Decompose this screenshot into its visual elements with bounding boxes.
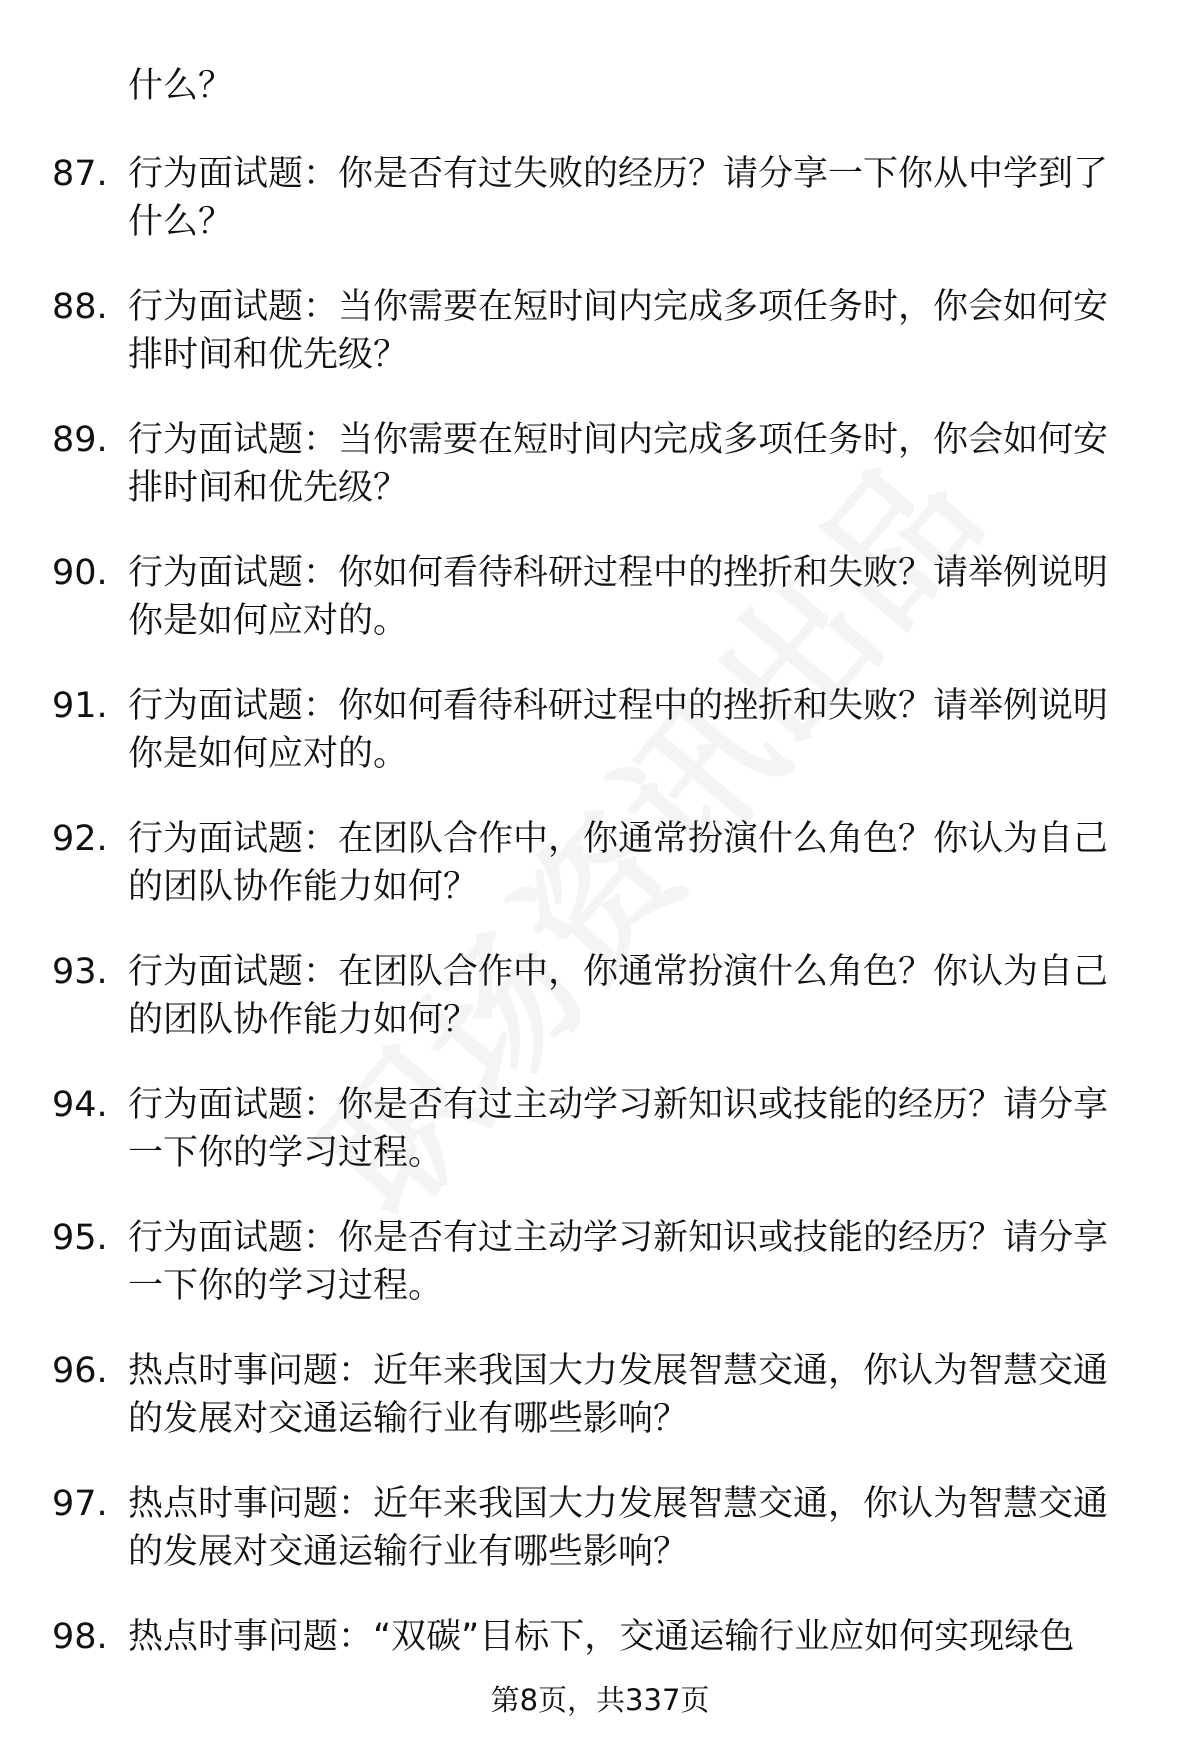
question-number: 92. (52, 819, 108, 859)
question-item (0, 549, 1200, 682)
question-item (0, 416, 1200, 549)
question-text: 行为面试题：在团队合作中，你通常扮演什么角色？你认为自己的团队协作能力如何？ (128, 952, 1109, 1040)
question-item (0, 1480, 1200, 1613)
question-item (0, 948, 1200, 1081)
page-footer: 第8页，共337页 (490, 1683, 710, 1717)
question-number: 96. (52, 1351, 108, 1391)
question-text: 行为面试题：你是否有过主动学习新知识或技能的经历？请分享一下你的学习过程。 (128, 1218, 1109, 1306)
question-number: 94. (52, 1085, 108, 1125)
question-number: 89. (52, 420, 108, 460)
question-number: 90. (52, 553, 108, 593)
carryover-text: 什么？ (128, 66, 234, 106)
question-text: 行为面试题：当你需要在短时间内完成多项任务时，你会如何安排时间和优先级？ (128, 287, 1109, 375)
question-item (0, 1081, 1200, 1214)
question-number: 87. (52, 154, 108, 194)
question-number: 91. (52, 686, 108, 726)
question-text: 热点时事问题：近年来我国大力发展智慧交通，你认为智慧交通的发展对交通运输行业有哪些影响？ (128, 1484, 1109, 1572)
question-item (0, 1214, 1200, 1347)
question-item (0, 815, 1200, 948)
question-item (0, 150, 1200, 283)
question-text: 行为面试题：你如何看待科研过程中的挫折和失败？请举例说明你是如何应对的。 (128, 686, 1109, 774)
question-text: 行为面试题：在团队合作中，你通常扮演什么角色？你认为自己的团队协作能力如何？ (128, 819, 1109, 907)
question-text: 热点时事问题：近年来我国大力发展智慧交通，你认为智慧交通的发展对交通运输行业有哪些影响？ (128, 1351, 1109, 1439)
question-item (0, 283, 1200, 416)
question-number: 93. (52, 952, 108, 992)
question-number: 88. (52, 287, 108, 327)
question-list (0, 150, 1200, 1746)
question-text: 行为面试题：你如何看待科研过程中的挫折和失败？请举例说明你是如何应对的。 (128, 553, 1109, 641)
question-item (0, 682, 1200, 815)
question-text: 行为面试题：你是否有过主动学习新知识或技能的经历？请分享一下你的学习过程。 (128, 1085, 1109, 1173)
question-number: 97. (52, 1484, 108, 1524)
question-number: 95. (52, 1218, 108, 1258)
question-text: 行为面试题：你是否有过失败的经历？请分享一下你从中学到了什么？ (128, 154, 1109, 242)
question-item (0, 1347, 1200, 1480)
question-number: 98. (52, 1617, 108, 1657)
question-text: 热点时事问题：“双碳”目标下，交通运输行业应如何实现绿色 (128, 1617, 1075, 1657)
question-text: 行为面试题：当你需要在短时间内完成多项任务时，你会如何安排时间和优先级？ (128, 420, 1109, 508)
